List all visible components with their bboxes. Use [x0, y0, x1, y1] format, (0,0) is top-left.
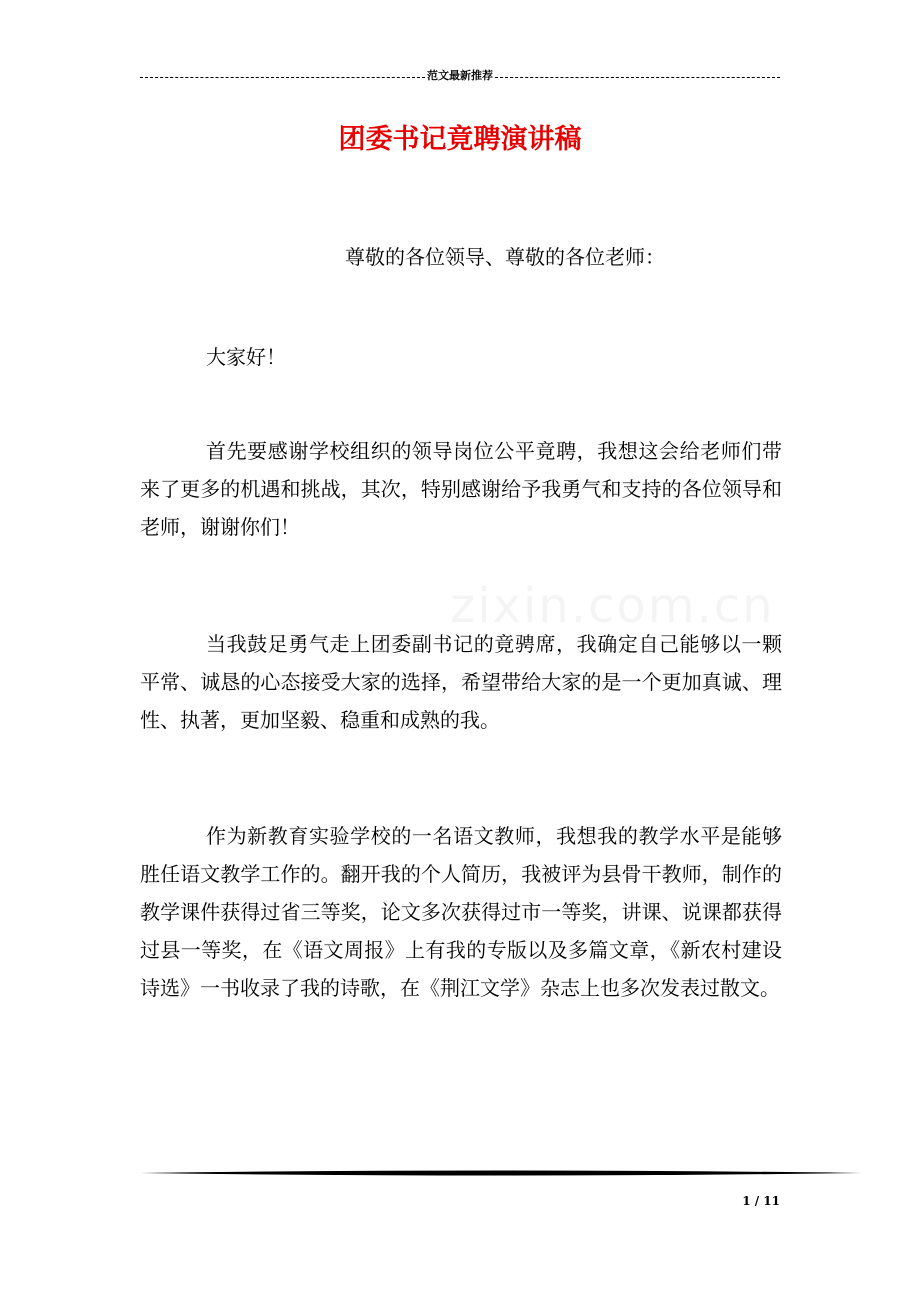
paragraph-courage: 当我鼓足勇气走上团委副书记的竟骋席，我确定自己能够以一颗平常、诚恳的心态接受大家的选择，希望带给大家的是一个更加真诚、理性、执著，更加坚毅、稳重和成熟的我。 [140, 632, 782, 732]
footer-rule [140, 1166, 862, 1180]
paragraph-greeting: 大家好！ [206, 345, 286, 369]
page-header [140, 68, 780, 84]
page-number: 1 / 11 [742, 1194, 780, 1208]
document-title: 团委书记竟聘演讲稿 [338, 124, 582, 155]
paragraph-thanks: 首先要感谢学校组织的领导岗位公平竟聘，我想这会给老师们带来了更多的机遇和挑战，其次，特别感谢给予我勇气和支持的各位领导和老师，谢谢你们！ [140, 439, 782, 539]
header-dash-left [140, 77, 425, 78]
salutation: 尊敬的各位领导、尊敬的各位老师： [345, 245, 665, 269]
paragraph-experience: 作为新教育实验学校的一名语文教师，我想我的教学水平是能够胜任语文教学工作的。翻开我的个人简历，我被评为县骨干教师，制作的教学课件获得过省三等奖，论文多次获得过市一等奖，讲课、说课都获得过县一等奖，在《语文周报》上有我的专版以及多篇文章，《新农村建设诗选》一书收录了我的诗歌，在《荆江文学》杂志上也多次发表过散文。 [140, 824, 782, 1000]
header-label: 范文最新推荐 [427, 69, 493, 82]
header-dash-right [495, 77, 780, 78]
